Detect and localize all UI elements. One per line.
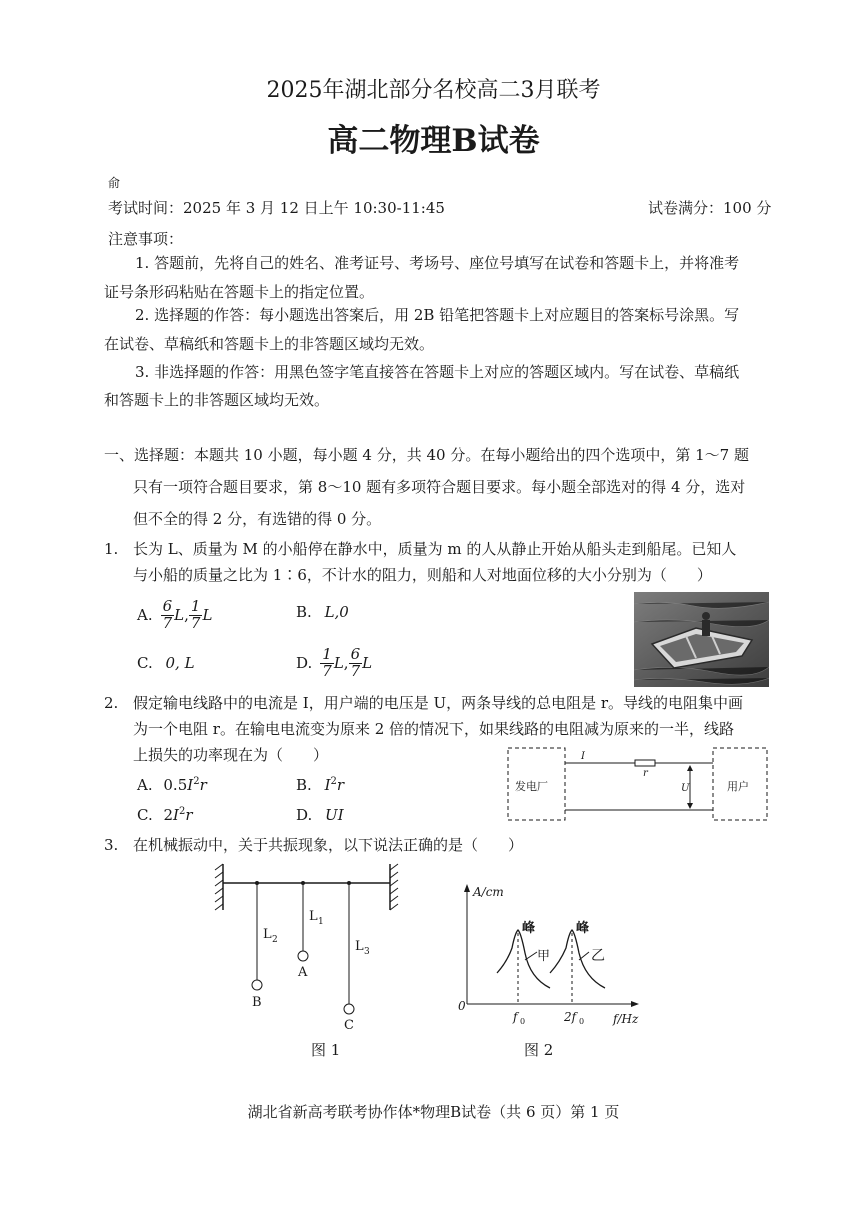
note-1b: 证号条形码粘贴在答题卡上的指定位置。 bbox=[104, 283, 375, 301]
q1-d-frac1 bbox=[320, 644, 334, 680]
boat-photo bbox=[634, 592, 769, 687]
page-footer: 湖北省新高考联考协作体*物理B试卷（共 6 页）第 1 页 bbox=[247, 1103, 620, 1121]
var-r: r bbox=[185, 806, 193, 824]
resistor bbox=[635, 760, 655, 766]
q2-number: 2. bbox=[104, 694, 119, 712]
var-l: L bbox=[174, 606, 185, 624]
q2-stem-c: 上损失的功率现在为（ ） bbox=[133, 746, 329, 764]
label-c: C bbox=[344, 1018, 354, 1033]
q1-option-a-label: A. bbox=[137, 606, 153, 624]
var-i: I bbox=[173, 806, 179, 824]
label-l1-sub: 1 bbox=[318, 917, 324, 927]
user-label: 用户 bbox=[727, 780, 749, 793]
bob-b bbox=[252, 980, 262, 990]
q1-number: 1. bbox=[104, 540, 119, 558]
comma: , bbox=[343, 654, 349, 672]
var-l: L bbox=[333, 654, 344, 672]
var-i: I bbox=[324, 776, 331, 794]
exam-title: 2025年湖北部分名校高二3月联考 bbox=[266, 78, 601, 103]
voltage-label: U bbox=[681, 783, 690, 794]
frac-den: 7 bbox=[162, 613, 173, 632]
frac-num: 6 bbox=[162, 596, 173, 615]
sup-2: 2 bbox=[330, 776, 337, 787]
q1-a-frac1 bbox=[161, 596, 175, 632]
var-r: r bbox=[336, 776, 345, 794]
q3-stem: 在机械振动中，关于共振现象，以下说法正确的是（ ） bbox=[133, 836, 524, 854]
frac-num: 6 bbox=[350, 644, 361, 663]
full-score: 试卷满分：100 分 bbox=[648, 199, 772, 217]
var-l: L bbox=[362, 654, 373, 672]
note-3a: 3. 非选择题的作答：用黑色签字笔直接答在答题卡上对应的答题区域内。写在试卷、草稿纸 bbox=[135, 363, 740, 381]
q2-option-b bbox=[296, 776, 344, 794]
frac-den: 7 bbox=[190, 613, 201, 632]
var-i: I bbox=[187, 776, 194, 794]
note-3b: 和答题卡上的非答题区域均无效。 bbox=[104, 391, 330, 409]
notes-title: 注意事项： bbox=[108, 230, 184, 248]
frac-num: 1 bbox=[322, 644, 332, 663]
sup-2: 2 bbox=[178, 806, 186, 817]
paper-title: 高二物理B试卷 bbox=[327, 123, 540, 159]
exam-time: 考试时间：2025 年 3 月 12 日上午 10:30-11:45 bbox=[108, 199, 445, 217]
q2-option-a bbox=[137, 776, 207, 794]
resistor-label: r bbox=[643, 768, 648, 779]
q2-stem-a: 假定输电线路中的电流是 I，用户端的电压是 U，两条导线的总电阻是 r。导线的电阻集中画 bbox=[133, 694, 744, 712]
q1-stem-a: 长为 L、质量为 M 的小船停在静水中，质量为 m 的人从静止开始从船头走到船尾。已知人 bbox=[133, 540, 737, 558]
jia-label: 甲 bbox=[537, 949, 551, 964]
origin-label: 0 bbox=[458, 999, 466, 1013]
q2-option-a-label: A. bbox=[137, 776, 153, 794]
q2-stem-b: 为一个电阻 r。在输电电流变为原来 2 倍的情况下，如果线路的电阻减为原来的一半，线路 bbox=[133, 720, 735, 738]
current-label: I bbox=[581, 751, 585, 762]
arrow-up bbox=[687, 765, 693, 771]
note-2b: 在试卷、草稿纸和答题卡上的非答题区域均无效。 bbox=[104, 335, 435, 353]
label-l2: L bbox=[263, 927, 272, 942]
fig1-pendulums bbox=[210, 858, 410, 1038]
yi-label: 乙 bbox=[591, 948, 605, 964]
corner-mark: 俞 bbox=[108, 176, 121, 190]
bob-c bbox=[344, 1004, 354, 1014]
y-arrow bbox=[464, 884, 470, 892]
q1-option-c-text: 0, L bbox=[165, 654, 195, 672]
q1-d-frac2 bbox=[349, 644, 363, 680]
label-b: B bbox=[252, 995, 262, 1010]
var-l: L bbox=[202, 606, 213, 624]
peak-label-2: 峰 bbox=[576, 921, 590, 936]
q2-option-d-text: UI bbox=[325, 806, 344, 824]
frac-den: 7 bbox=[322, 661, 332, 680]
comma: , bbox=[184, 606, 189, 624]
q2-option-b-label: B. bbox=[296, 776, 312, 794]
hatch-right bbox=[390, 864, 398, 910]
fig2-resonance-curves bbox=[455, 878, 645, 1028]
fig2-caption: 图 2 bbox=[524, 1041, 554, 1059]
section1-line3: 但不全的得 2 分，有选错的得 0 分。 bbox=[133, 510, 382, 528]
sup-2: 2 bbox=[193, 776, 200, 787]
label-l3-sub: 3 bbox=[364, 947, 370, 957]
section1-line1: 一、选择题：本题共 10 小题，每小题 4 分，共 40 分。在每小题给出的四个选项中，第 1～7 题 bbox=[104, 446, 749, 464]
x-axis-label: f/Hz bbox=[613, 1012, 639, 1026]
hatch-left bbox=[215, 864, 223, 910]
pointer-yi bbox=[579, 952, 589, 960]
q2-option-d bbox=[296, 806, 344, 824]
twof0-label: 2f bbox=[564, 1010, 577, 1024]
q1-option-b bbox=[296, 603, 349, 621]
f0-sub: 0 bbox=[520, 1017, 526, 1026]
note-2a: 2. 选择题的作答：每小题选出答案后，用 2B 铅笔把答题卡上对应题目的答案标号涂黑。写 bbox=[135, 306, 740, 324]
q2-option-c-label: C. bbox=[137, 806, 153, 824]
twof0-sub: 0 bbox=[579, 1017, 585, 1026]
label-a: A bbox=[298, 965, 308, 980]
label-l1: L bbox=[309, 909, 318, 924]
y-axis-label: A/cm bbox=[473, 885, 504, 899]
q1-option-d-label: D. bbox=[296, 654, 313, 672]
arrow-down bbox=[687, 803, 693, 809]
plant-label: 发电厂 bbox=[515, 780, 548, 793]
q3-number: 3. bbox=[104, 836, 119, 854]
q1-option-b-text: L,0 bbox=[324, 603, 349, 621]
q1-option-a bbox=[137, 592, 212, 638]
frac-den: 7 bbox=[350, 661, 361, 680]
q2-option-d-label: D. bbox=[296, 806, 313, 824]
q1-option-b-label: B. bbox=[296, 603, 312, 621]
var-r: r bbox=[199, 776, 207, 794]
q2-option-c-text: 2 bbox=[163, 806, 174, 824]
label-l2-sub: 2 bbox=[272, 935, 278, 945]
bob-a bbox=[298, 951, 308, 961]
q1-a-frac2 bbox=[189, 596, 203, 632]
q1-option-d bbox=[296, 640, 372, 686]
section1-line2: 只有一项符合题目要求，第 8～10 题有多项符合题目要求。每小题全部选对的得 4 分，选对 bbox=[133, 478, 746, 496]
x-arrow bbox=[631, 1001, 639, 1007]
peak-label-1: 峰 bbox=[522, 921, 536, 936]
pointer-jia bbox=[525, 952, 537, 960]
note-1a: 1. 答题前，先将自己的姓名、准考证号、考场号、座位号填写在试卷和答题卡上，并将准考 bbox=[135, 254, 740, 272]
q1-option-c bbox=[137, 654, 195, 672]
label-l3: L bbox=[355, 939, 364, 954]
frac-num: 1 bbox=[190, 596, 201, 615]
f0-label: f bbox=[513, 1010, 518, 1024]
q1-option-c-label: C. bbox=[137, 654, 153, 672]
fig1-caption: 图 1 bbox=[311, 1041, 341, 1059]
q2-circuit-diagram bbox=[505, 745, 770, 825]
q1-stem-b: 与小船的质量之比为 1∶6，不计水的阻力，则船和人对地面位移的大小分别为（ ） bbox=[133, 566, 712, 584]
q2-option-a-text: 0.5 bbox=[163, 776, 188, 794]
q2-option-c bbox=[137, 806, 193, 824]
